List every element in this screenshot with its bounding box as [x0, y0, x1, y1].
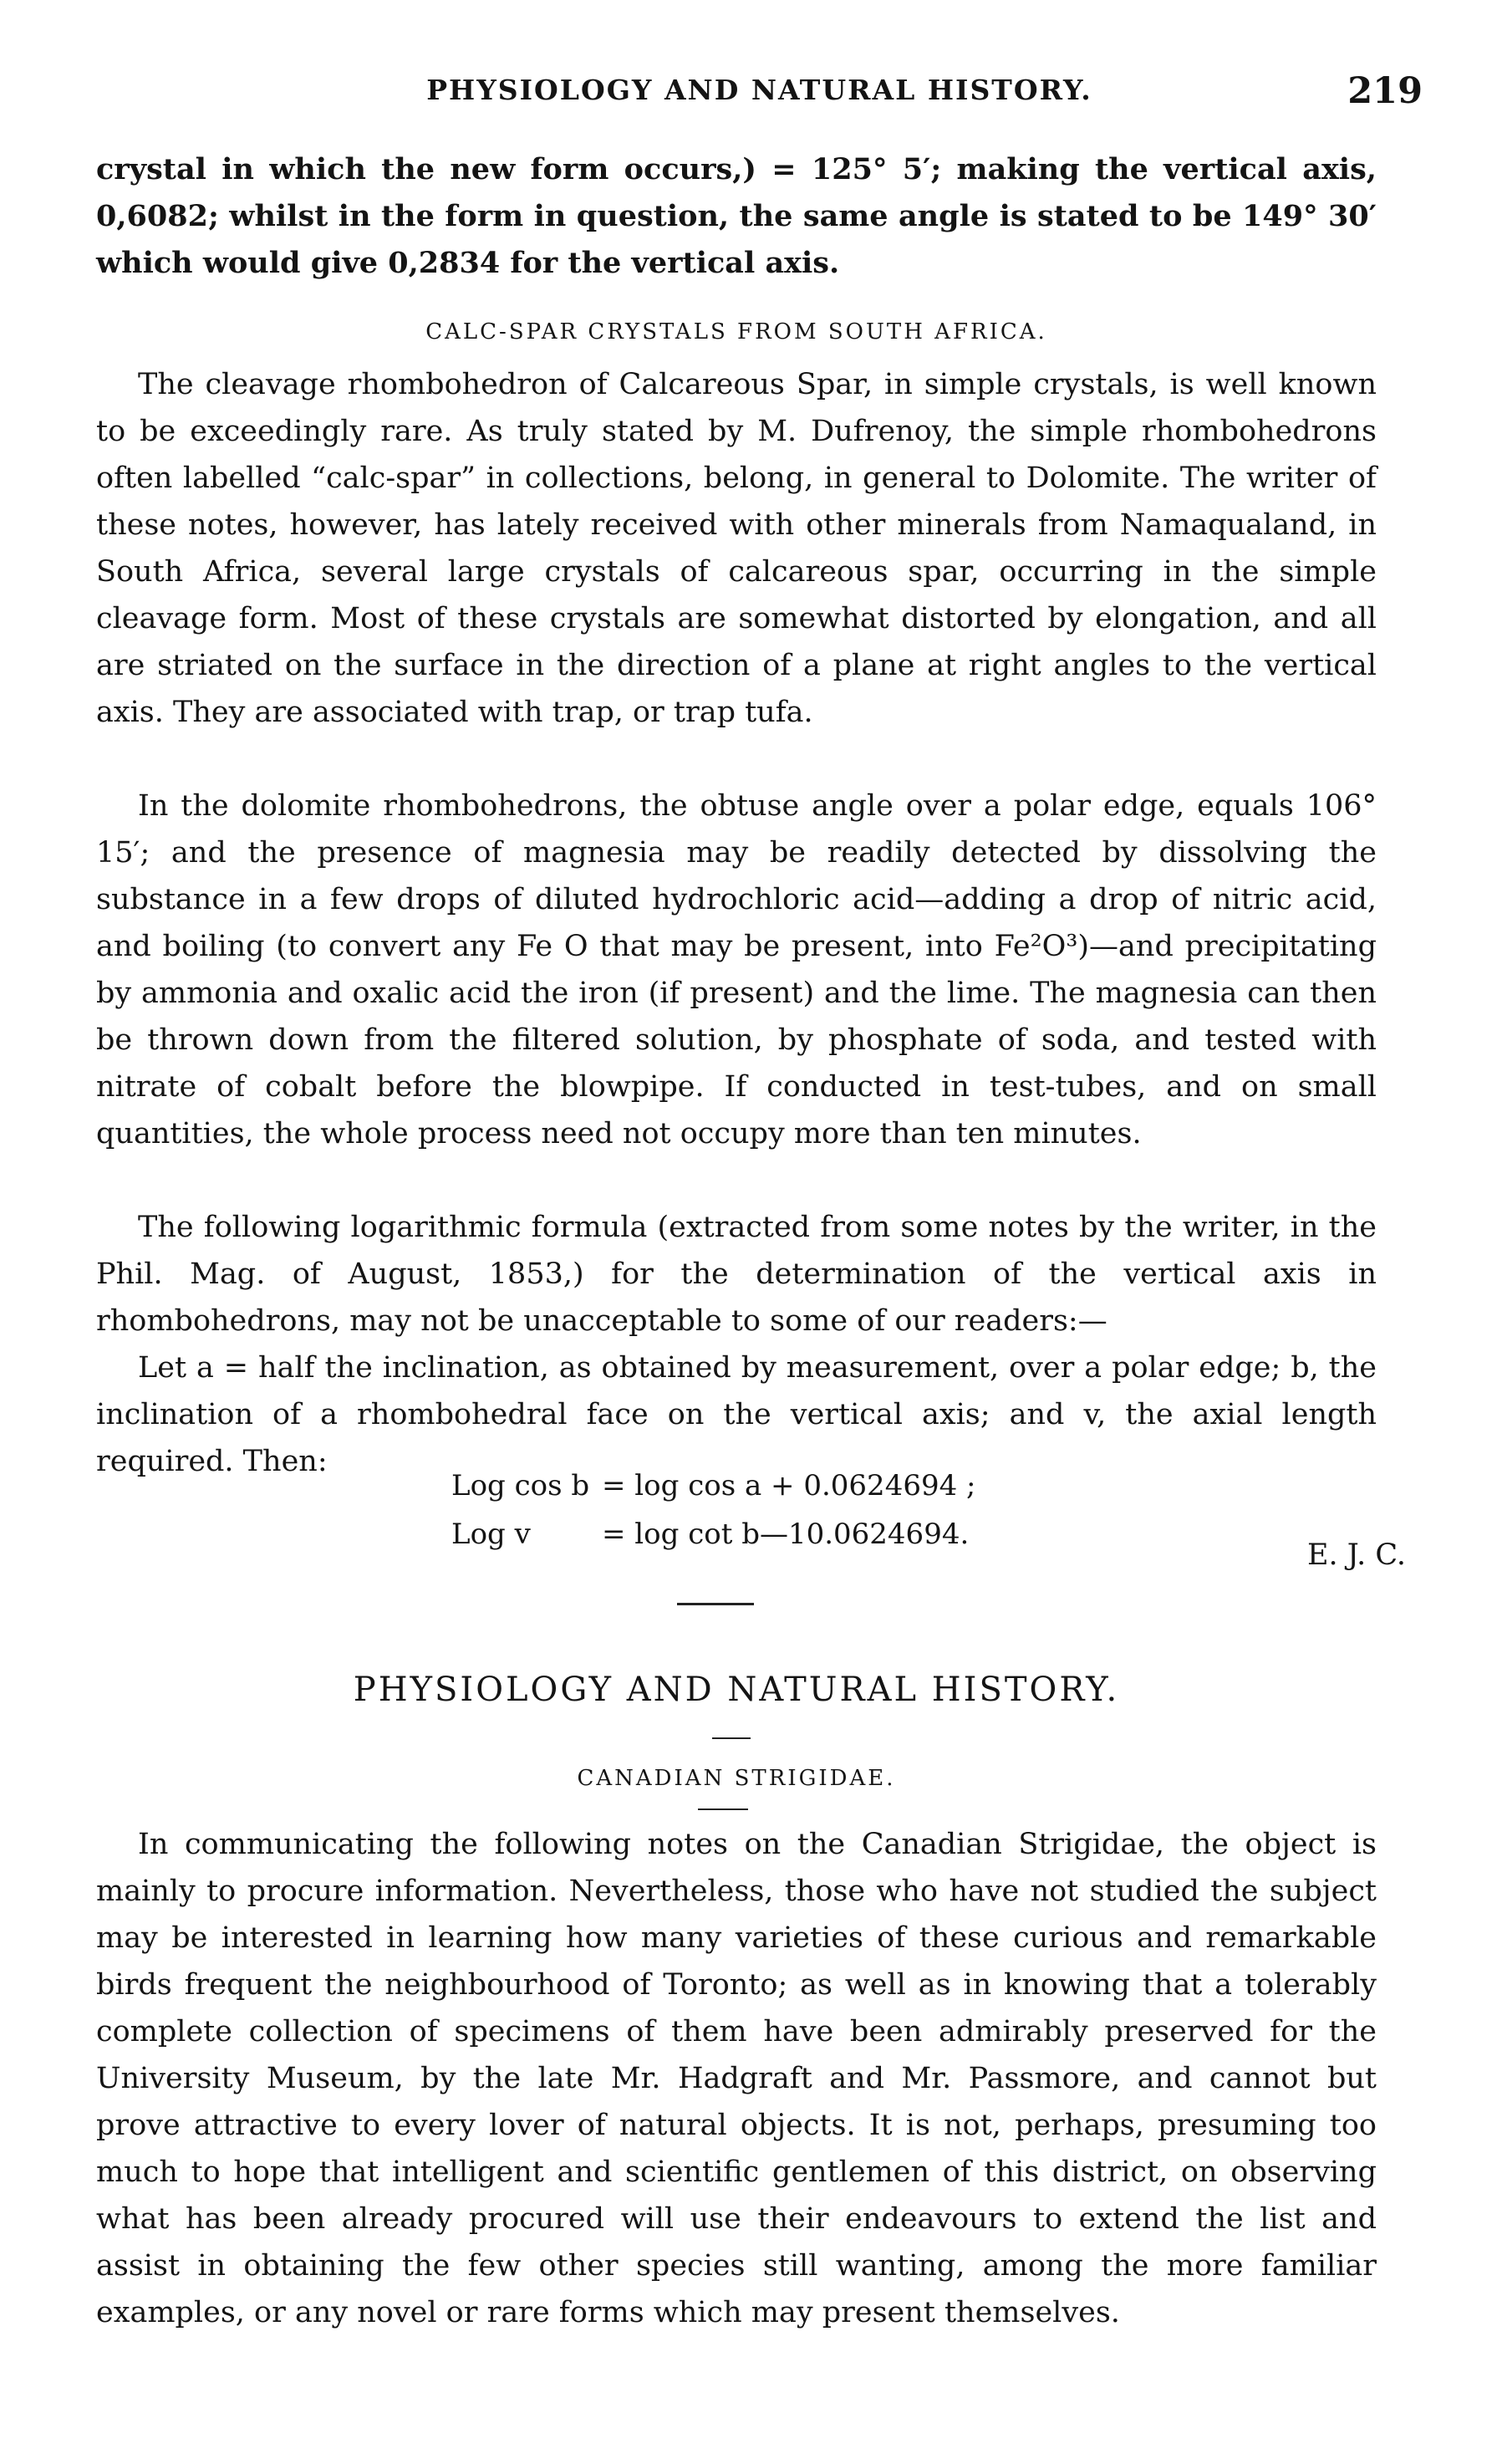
- strigidae-para-block: [96, 1821, 1377, 2336]
- calcspar-paragraph-4: Let a = half the inclination, as obtained by measurement, over a polar edge; b, the inclination of a rhombohedral face on the vertical axis; and v, the axial length required. Then:: [96, 1351, 1377, 1478]
- section-divider-rule: [677, 1603, 754, 1605]
- calcspar-paragraph-3: The following logarithmic formula (extracted from some notes by the writer, in the Phil. Mag. of August, 1853,) for the determination of the vertical axis in rhombohedrons, may not be unacceptable to some of our readers:—: [96, 1211, 1377, 1338]
- logarithmic-formula: [96, 1462, 1377, 1558]
- calcspar-paragraph-2: In the dolomite rhombohedrons, the obtuse angle over a polar edge, equals 106° 15′; and the presence of magnesia may be readily detected by dissolving the substance in a few drops of diluted hydrochloric acid—adding a drop of nitric acid, and boiling (to convert any Fe O that may be present, into Fe²O³)—and precipitating by ammonia and oxalic acid the iron (if present) and the lime. The magnesia can then be thrown down from the filtered solution, by phosphate of soda, and tested with nitrate of cobalt before the blowpipe. If conducted in test-tubes, and on small quantities, the whole process need not occupy more than ten minutes.: [96, 789, 1377, 1150]
- opening-paragraph-block: [96, 146, 1377, 287]
- running-title: PHYSIOLOGY AND NATURAL HISTORY.: [426, 74, 1092, 106]
- author-signature: E. J. C.: [1306, 1538, 1406, 1572]
- calcspar-para3-block: [96, 1204, 1377, 1344]
- heading-dash: [712, 1737, 751, 1739]
- physiology-section-heading: PHYSIOLOGY AND NATURAL HISTORY.: [353, 1671, 1120, 1709]
- formula-line-2: [96, 1510, 1377, 1558]
- calcspar-heading-block: [96, 319, 1377, 344]
- calcspar-heading: CALC-SPAR CRYSTALS FROM SOUTH AFRICA.: [425, 319, 1047, 344]
- formula-1-lhs: Log cos b: [451, 1469, 590, 1502]
- formula-2-lhs: Log v: [451, 1518, 531, 1551]
- opening-paragraph: crystal in which the new form occurs,) = 125° 5′; making the vertical axis, 0,6082; whilst in the form in question, the same angle is stated to be 149° 30′ which would give 0,2834 for the vertical axis.: [96, 152, 1377, 280]
- running-head: [96, 70, 1423, 124]
- formula-line-1: [96, 1462, 1377, 1510]
- page-number: 219: [1347, 70, 1423, 112]
- strigidae-heading-block: [96, 1766, 1377, 1791]
- subheading-rule: [698, 1808, 748, 1810]
- calcspar-para1-block: [96, 361, 1377, 736]
- calcspar-para2-block: [96, 783, 1377, 1157]
- calcspar-paragraph-1: The cleavage rhombohedron of Calcareous Spar, in simple crystals, is well known to be exceedingly rare. As truly stated by M. Dufrenoy, the simple rhombohedrons often labelled “calc-spar” in collections, belong, in general to Dolomite. The writer of these notes, however, has lately received with other minerals from Namaqualand, in South Africa, several large crystals of calcareous spar, occurring in the simple cleavage form. Most of these crystals are somewhat distorted by elongation, and all are striated on the surface in the direction of a plane at right angles to the vertical axis. They are associated with trap, or trap tufa.: [96, 368, 1377, 729]
- formula-2-rhs: = log cot b—10.0624694.: [602, 1518, 970, 1551]
- strigidae-paragraph: In communicating the following notes on the Canadian Strigidae, the object is mainly to procure information. Nevertheless, those who have not studied the subject may be interested in learning how many varieties of these curious and remarkable birds frequent the neighbourhood of Toronto; as well as in knowing that a tolerably complete collection of specimens of them have been admirably preserved for the University Museum, by the late Mr. Hadgraft and Mr. Passmore, and cannot but prove attractive to every lover of natural objects. It is not, perhaps, presuming too much to hope that intelligent and scientific gentlemen of this district, on observing what has been already procured will use their endeavours to extend the list and assist in obtaining the few other species still wanting, among the more familiar examples, or any novel or rare forms which may present themselves.: [96, 1828, 1377, 2329]
- formula-1-rhs: = log cos a + 0.0624694 ;: [602, 1469, 976, 1502]
- physiology-heading-block: [96, 1671, 1377, 1709]
- strigidae-subheading: CANADIAN STRIGIDAE.: [577, 1766, 896, 1791]
